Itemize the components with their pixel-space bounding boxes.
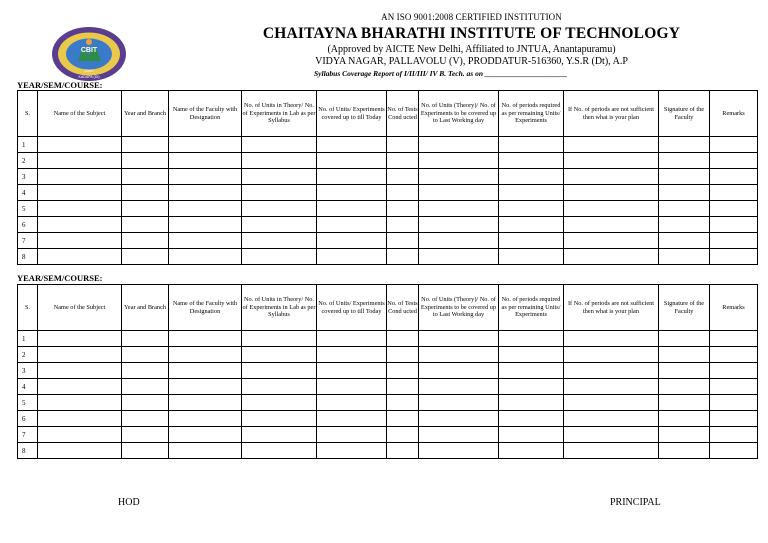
blank-entry-cell[interactable]	[659, 249, 710, 265]
blank-entry-cell[interactable]	[419, 427, 499, 443]
blank-entry-cell[interactable]	[499, 379, 564, 395]
blank-entry-cell[interactable]	[387, 395, 419, 411]
table-row	[18, 217, 758, 233]
blank-entry-cell[interactable]	[564, 233, 659, 249]
blank-entry-cell[interactable]	[419, 443, 499, 459]
blank-entry-cell[interactable]	[317, 443, 387, 459]
column-header: No. of Units (Theory)/ No. of Experiments to be covered up to Last Working day	[419, 285, 499, 331]
blank-entry-cell[interactable]	[242, 201, 317, 217]
column-header: If No. of periods are not sufficient then what is your plan	[564, 91, 659, 137]
blank-entry-cell[interactable]	[387, 363, 419, 379]
blank-entry-cell[interactable]	[710, 347, 758, 363]
blank-entry-cell[interactable]	[419, 379, 499, 395]
column-header: Name of the Subject	[38, 285, 122, 331]
hod-signature-label: HOD	[118, 497, 140, 508]
column-header: Year and Branch	[122, 91, 169, 137]
blank-entry-cell[interactable]	[419, 411, 499, 427]
blank-entry-cell[interactable]	[499, 201, 564, 217]
institution-name: CHAITAYNA BHARATHI INSTITUTE OF TECHNOLOGY	[262, 25, 681, 42]
blank-entry-cell[interactable]	[710, 137, 758, 153]
column-header: Remarks	[710, 285, 758, 331]
blank-entry-cell[interactable]	[499, 443, 564, 459]
table-row	[18, 395, 758, 411]
blank-entry-cell[interactable]	[710, 153, 758, 169]
blank-entry-cell[interactable]	[38, 379, 122, 395]
blank-entry-cell[interactable]	[122, 217, 169, 233]
row-number: 6	[18, 217, 38, 233]
blank-entry-cell[interactable]	[169, 153, 242, 169]
blank-entry-cell[interactable]	[710, 443, 758, 459]
blank-entry-cell[interactable]	[710, 185, 758, 201]
blank-entry-cell[interactable]	[659, 233, 710, 249]
blank-entry-cell[interactable]	[499, 217, 564, 233]
approval-line: (Approved by AICTE New Delhi, Affiliated to JNTUA, Anantapuramu)	[327, 44, 616, 55]
blank-entry-cell[interactable]	[122, 347, 169, 363]
blank-entry-cell[interactable]	[499, 153, 564, 169]
blank-entry-cell[interactable]	[499, 363, 564, 379]
table-row	[18, 331, 758, 347]
blank-entry-cell[interactable]	[122, 249, 169, 265]
column-header: No. of Units/ Experiments covered up to till Today	[317, 91, 387, 137]
row-number: 3	[18, 363, 38, 379]
blank-entry-cell[interactable]	[169, 427, 242, 443]
blank-entry-cell[interactable]	[122, 379, 169, 395]
blank-entry-cell[interactable]	[38, 137, 122, 153]
table-row	[18, 153, 758, 169]
row-number: 8	[18, 249, 38, 265]
logo-year: 2009	[84, 68, 94, 73]
blank-entry-cell[interactable]	[499, 395, 564, 411]
blank-entry-cell[interactable]	[38, 249, 122, 265]
row-number: 3	[18, 169, 38, 185]
blank-entry-cell[interactable]	[242, 185, 317, 201]
column-header: If No. of periods are not sufficient then what is your plan	[564, 285, 659, 331]
blank-entry-cell[interactable]	[659, 137, 710, 153]
blank-entry-cell[interactable]	[659, 331, 710, 347]
blank-entry-cell[interactable]	[710, 427, 758, 443]
row-number: 1	[18, 331, 38, 347]
table-row	[18, 169, 758, 185]
blank-entry-cell[interactable]	[169, 395, 242, 411]
blank-entry-cell[interactable]	[387, 427, 419, 443]
blank-entry-cell[interactable]	[659, 185, 710, 201]
row-number: 7	[18, 233, 38, 249]
blank-entry-cell[interactable]	[499, 169, 564, 185]
blank-entry-cell[interactable]	[710, 201, 758, 217]
column-header: No. of Tests Cond ucted	[387, 91, 419, 137]
blank-entry-cell[interactable]	[317, 217, 387, 233]
blank-entry-cell[interactable]	[419, 395, 499, 411]
table-row	[18, 411, 758, 427]
column-header: No. of Units (Theory)/ No. of Experiments to be covered up to Last Working day	[419, 91, 499, 137]
blank-entry-cell[interactable]	[387, 153, 419, 169]
blank-entry-cell[interactable]	[242, 169, 317, 185]
blank-entry-cell[interactable]	[169, 137, 242, 153]
blank-entry-cell[interactable]	[710, 395, 758, 411]
blank-entry-cell[interactable]	[710, 411, 758, 427]
blank-entry-cell[interactable]	[38, 411, 122, 427]
blank-entry-cell[interactable]	[242, 395, 317, 411]
blank-entry-cell[interactable]	[122, 153, 169, 169]
blank-entry-cell[interactable]	[242, 137, 317, 153]
blank-entry-cell[interactable]	[419, 331, 499, 347]
blank-entry-cell[interactable]	[38, 443, 122, 459]
blank-entry-cell[interactable]	[169, 233, 242, 249]
table-row	[18, 233, 758, 249]
blank-entry-cell[interactable]	[317, 249, 387, 265]
column-header: No. of Units in Theory/ No. of Experiments in Lab as per Syllabus	[242, 91, 317, 137]
report-subtitle: Syllabus Coverage Report of I/II/III/ IV B. Tech. as on ______________________	[314, 69, 568, 78]
blank-entry-cell[interactable]	[499, 427, 564, 443]
blank-entry-cell[interactable]	[564, 153, 659, 169]
iso-certification-line: AN ISO 9001:2008 CERTIFIED INSTITUTION	[381, 12, 562, 22]
blank-entry-cell[interactable]	[169, 217, 242, 233]
blank-entry-cell[interactable]	[564, 379, 659, 395]
column-header: No. of Units/ Experiments covered up to till Today	[317, 285, 387, 331]
blank-entry-cell[interactable]	[317, 411, 387, 427]
blank-entry-cell[interactable]	[38, 395, 122, 411]
table-header-row	[18, 285, 758, 331]
blank-entry-cell[interactable]	[38, 363, 122, 379]
column-header: Signature of the Faculty	[659, 91, 710, 137]
blank-entry-cell[interactable]	[564, 169, 659, 185]
column-header: S.	[18, 285, 38, 331]
blank-entry-cell[interactable]	[564, 331, 659, 347]
blank-entry-cell[interactable]	[710, 379, 758, 395]
blank-entry-cell[interactable]	[387, 201, 419, 217]
row-number: 4	[18, 379, 38, 395]
column-header: Name of the Subject	[38, 91, 122, 137]
blank-entry-cell[interactable]	[659, 395, 710, 411]
blank-entry-cell[interactable]	[710, 217, 758, 233]
blank-entry-cell[interactable]	[122, 169, 169, 185]
blank-entry-cell[interactable]	[169, 443, 242, 459]
blank-entry-cell[interactable]	[122, 137, 169, 153]
blank-entry-cell[interactable]	[564, 395, 659, 411]
blank-entry-cell[interactable]	[659, 169, 710, 185]
blank-entry-cell[interactable]	[242, 411, 317, 427]
blank-entry-cell[interactable]	[659, 153, 710, 169]
blank-entry-cell[interactable]	[659, 201, 710, 217]
blank-entry-cell[interactable]	[317, 331, 387, 347]
blank-entry-cell[interactable]	[169, 169, 242, 185]
blank-entry-cell[interactable]	[710, 233, 758, 249]
blank-entry-cell[interactable]	[564, 185, 659, 201]
blank-entry-cell[interactable]	[564, 411, 659, 427]
blank-entry-cell[interactable]	[710, 363, 758, 379]
blank-entry-cell[interactable]	[317, 233, 387, 249]
blank-entry-cell[interactable]	[122, 443, 169, 459]
table-row	[18, 363, 758, 379]
table-row	[18, 137, 758, 153]
blank-entry-cell[interactable]	[659, 411, 710, 427]
address-line: VIDYA NAGAR, PALLAVOLU (V), PRODDATUR-516360, Y.S.R (Dt), A.P	[315, 56, 628, 67]
blank-entry-cell[interactable]	[659, 443, 710, 459]
column-header: Name of the Faculty with Designation	[169, 285, 242, 331]
column-header: Remarks	[710, 91, 758, 137]
blank-entry-cell[interactable]	[122, 185, 169, 201]
blank-entry-cell[interactable]	[387, 217, 419, 233]
blank-entry-cell[interactable]	[169, 201, 242, 217]
section-label-2: YEAR/SEM/COURSE:	[17, 273, 103, 283]
blank-entry-cell[interactable]	[317, 201, 387, 217]
blank-entry-cell[interactable]	[317, 153, 387, 169]
blank-entry-cell[interactable]	[242, 331, 317, 347]
blank-entry-cell[interactable]	[169, 379, 242, 395]
blank-entry-cell[interactable]	[317, 137, 387, 153]
blank-entry-cell[interactable]	[122, 411, 169, 427]
column-header: Signature of the Faculty	[659, 285, 710, 331]
blank-entry-cell[interactable]	[710, 331, 758, 347]
blank-entry-cell[interactable]	[242, 443, 317, 459]
blank-entry-cell[interactable]	[419, 249, 499, 265]
logo-text: CBIT	[80, 47, 98, 54]
column-header: No. of Units in Theory/ No. of Experiments in Lab as per Syllabus	[242, 285, 317, 331]
blank-entry-cell[interactable]	[659, 427, 710, 443]
blank-entry-cell[interactable]	[317, 347, 387, 363]
table-row	[18, 443, 758, 459]
row-number: 2	[18, 347, 38, 363]
blank-entry-cell[interactable]	[387, 185, 419, 201]
blank-entry-cell[interactable]	[499, 331, 564, 347]
column-header: S.	[18, 91, 38, 137]
blank-entry-cell[interactable]	[564, 137, 659, 153]
blank-entry-cell[interactable]	[122, 233, 169, 249]
blank-entry-cell[interactable]	[387, 347, 419, 363]
blank-entry-cell[interactable]	[710, 169, 758, 185]
blank-entry-cell[interactable]	[387, 411, 419, 427]
blank-entry-cell[interactable]	[38, 347, 122, 363]
blank-entry-cell[interactable]	[419, 137, 499, 153]
table-row	[18, 379, 758, 395]
blank-entry-cell[interactable]	[38, 201, 122, 217]
blank-entry-cell[interactable]	[242, 217, 317, 233]
blank-entry-cell[interactable]	[317, 169, 387, 185]
blank-entry-cell[interactable]	[317, 395, 387, 411]
blank-entry-cell[interactable]	[169, 363, 242, 379]
blank-entry-cell[interactable]	[387, 443, 419, 459]
section-label-1: YEAR/SEM/COURSE:	[17, 80, 103, 90]
blank-entry-cell[interactable]	[387, 331, 419, 347]
blank-entry-cell[interactable]	[122, 363, 169, 379]
blank-entry-cell[interactable]	[38, 331, 122, 347]
blank-entry-cell[interactable]	[169, 185, 242, 201]
blank-entry-cell[interactable]	[38, 217, 122, 233]
blank-entry-cell[interactable]	[564, 443, 659, 459]
blank-entry-cell[interactable]	[38, 185, 122, 201]
blank-entry-cell[interactable]	[499, 249, 564, 265]
blank-entry-cell[interactable]	[122, 427, 169, 443]
blank-entry-cell[interactable]	[564, 427, 659, 443]
blank-entry-cell[interactable]	[38, 233, 122, 249]
blank-entry-cell[interactable]	[38, 427, 122, 443]
blank-entry-cell[interactable]	[419, 153, 499, 169]
row-number: 1	[18, 137, 38, 153]
blank-entry-cell[interactable]	[242, 233, 317, 249]
blank-entry-cell[interactable]	[387, 137, 419, 153]
blank-entry-cell[interactable]	[38, 153, 122, 169]
blank-entry-cell[interactable]	[564, 363, 659, 379]
blank-entry-cell[interactable]	[242, 379, 317, 395]
row-number: 2	[18, 153, 38, 169]
blank-entry-cell[interactable]	[564, 201, 659, 217]
row-number: 6	[18, 411, 38, 427]
table-row	[18, 185, 758, 201]
blank-entry-cell[interactable]	[419, 201, 499, 217]
blank-entry-cell[interactable]	[169, 411, 242, 427]
blank-entry-cell[interactable]	[169, 249, 242, 265]
row-number: 5	[18, 395, 38, 411]
blank-entry-cell[interactable]	[38, 169, 122, 185]
blank-entry-cell[interactable]	[387, 169, 419, 185]
blank-entry-cell[interactable]	[242, 249, 317, 265]
blank-entry-cell[interactable]	[499, 185, 564, 201]
blank-entry-cell[interactable]	[659, 363, 710, 379]
table-row	[18, 427, 758, 443]
blank-entry-cell[interactable]	[122, 201, 169, 217]
blank-entry-cell[interactable]	[242, 427, 317, 443]
blank-entry-cell[interactable]	[242, 347, 317, 363]
principal-signature-label: PRINCIPAL	[610, 497, 661, 508]
blank-entry-cell[interactable]	[419, 233, 499, 249]
blank-entry-cell[interactable]	[499, 233, 564, 249]
blank-entry-cell[interactable]	[419, 217, 499, 233]
blank-entry-cell[interactable]	[317, 379, 387, 395]
blank-entry-cell[interactable]	[387, 233, 419, 249]
blank-entry-cell[interactable]	[419, 347, 499, 363]
blank-entry-cell[interactable]	[710, 249, 758, 265]
blank-entry-cell[interactable]	[659, 347, 710, 363]
blank-entry-cell[interactable]	[317, 363, 387, 379]
blank-entry-cell[interactable]	[122, 395, 169, 411]
column-header: No. of periods required as per remaining Units/ Experiments	[499, 285, 564, 331]
column-header: Name of the Faculty with Designation	[169, 91, 242, 137]
blank-entry-cell[interactable]	[659, 217, 710, 233]
table-row	[18, 249, 758, 265]
blank-entry-cell[interactable]	[387, 249, 419, 265]
blank-entry-cell[interactable]	[317, 185, 387, 201]
table-row	[18, 347, 758, 363]
logo-place: KADAPA (Dt)	[78, 75, 100, 79]
blank-entry-cell[interactable]	[169, 347, 242, 363]
coverage-table-1	[17, 90, 758, 265]
blank-entry-cell[interactable]	[419, 363, 499, 379]
blank-entry-cell[interactable]	[499, 411, 564, 427]
blank-entry-cell[interactable]	[564, 217, 659, 233]
blank-entry-cell[interactable]	[419, 169, 499, 185]
blank-entry-cell[interactable]	[499, 137, 564, 153]
table-header-row	[18, 91, 758, 137]
blank-entry-cell[interactable]	[419, 185, 499, 201]
column-header: Year and Branch	[122, 285, 169, 331]
row-number: 7	[18, 427, 38, 443]
blank-entry-cell[interactable]	[564, 249, 659, 265]
blank-entry-cell[interactable]	[169, 331, 242, 347]
column-header: No. of periods required as per remaining Units/ Experiments	[499, 91, 564, 137]
blank-entry-cell[interactable]	[242, 363, 317, 379]
blank-entry-cell[interactable]	[499, 347, 564, 363]
row-number: 8	[18, 443, 38, 459]
blank-entry-cell[interactable]	[564, 347, 659, 363]
row-number: 5	[18, 201, 38, 217]
coverage-table-2	[17, 284, 758, 459]
blank-entry-cell[interactable]	[242, 153, 317, 169]
blank-entry-cell[interactable]	[317, 427, 387, 443]
column-header: No. of Tests Cond ucted	[387, 285, 419, 331]
blank-entry-cell[interactable]	[659, 379, 710, 395]
blank-entry-cell[interactable]	[387, 379, 419, 395]
blank-entry-cell[interactable]	[122, 331, 169, 347]
row-number: 4	[18, 185, 38, 201]
table-row	[18, 201, 758, 217]
